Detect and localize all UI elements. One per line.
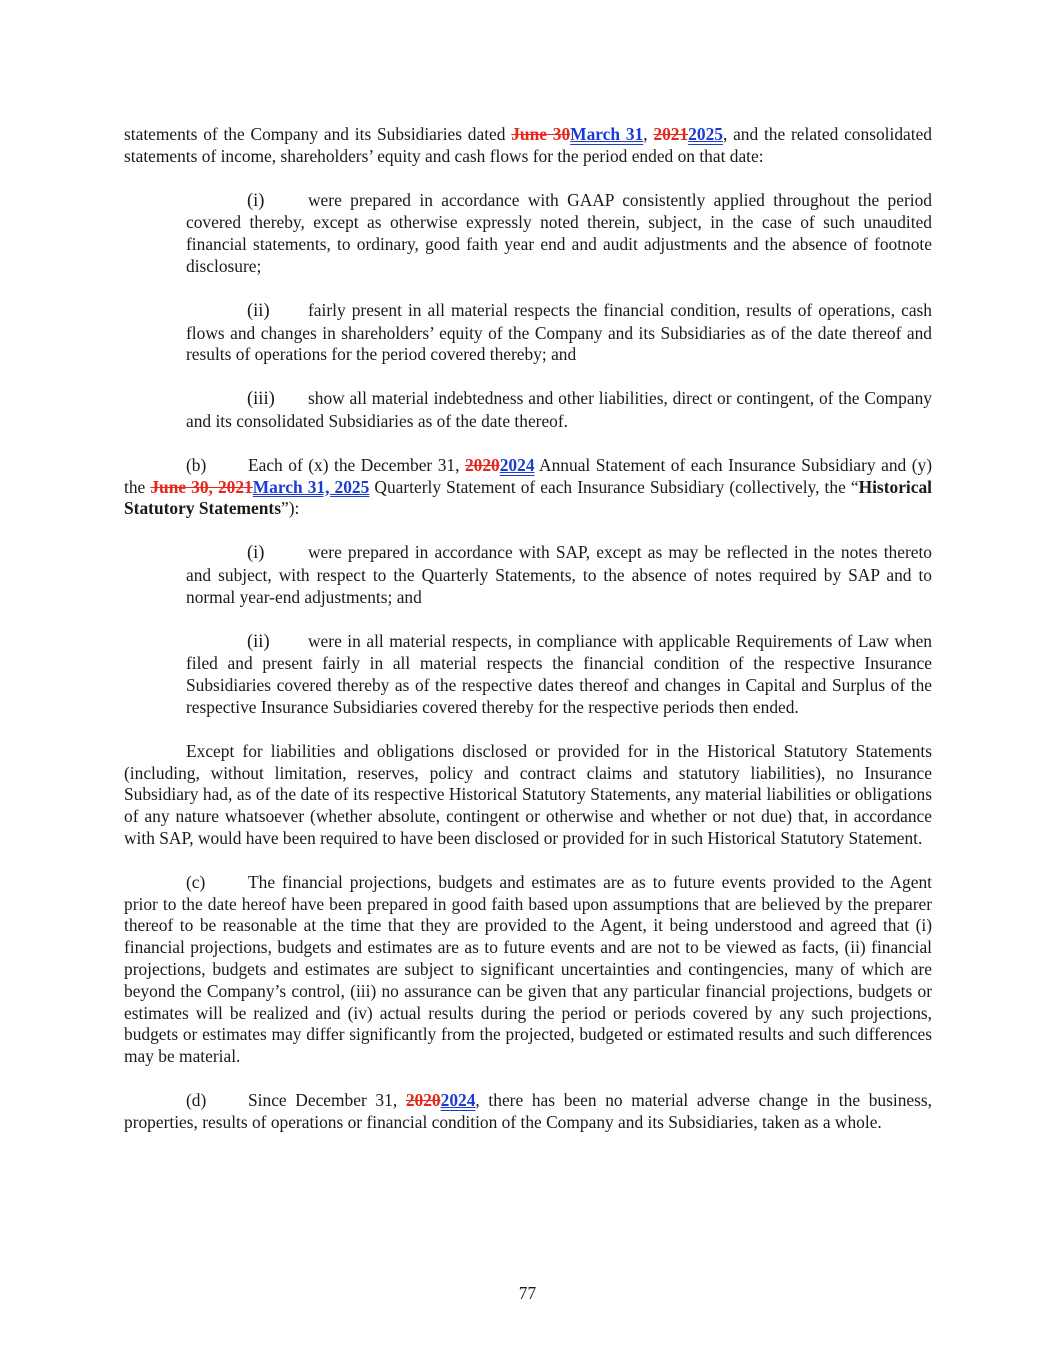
clause-c: (c) The financial projections, budgets and estimates are as to future events provided to the Agent prior to the date hereof have been prepared in good faith based upon assumptions that are believed by the preparer thereof to be reasonable at the time that they are provided to the Agent, it being understood and agreed that (i) financial projections, budgets and estimates are as to future events and are not to be viewed as facts, (ii) financial projections, budgets and estimates are subject to significant uncertainties and contingencies, many of which are beyond the Company’s control, (iii) no assurance can be given that any particular financial projections, budgets or estimates will be realized and (iv) actual results during the period or periods covered by any such projections, budgets or estimates may differ significantly from the projected, budgeted or estimated results and such differences may be material. xyxy=(124,871,932,1067)
inserted-text: 2024 xyxy=(499,454,535,475)
clause-a-iii: (iii) show all material indebtedness and other liabilities, direct or contingent, of the Company and its consolidated Subsidiaries as of the date thereof. xyxy=(186,388,932,431)
deleted-text: June 30, 2021 xyxy=(150,476,253,497)
intro-paragraph: statements of the Company and its Subsidiaries dated June 30March 31, 20212025, and the related consolidated statements of income, shareholders’ equity and cash flows for the period ended on that date: xyxy=(124,124,932,166)
clause-a-ii: (ii) fairly present in all material respects the financial condition, results of operations, cash flows and changes in shareholders’ equity of the Company and its Subsidiaries as of the date thereof and results of operations for the period covered thereby; and xyxy=(186,299,932,365)
clause-b-i: (i) were prepared in accordance with SAP, except as may be reflected in the notes thereto and subject, with respect to the Quarterly Statements, to the absence of notes required by SAP and to normal year-end adjustments; and xyxy=(186,542,932,607)
inserted-text: 2025 xyxy=(688,124,723,144)
document-body xyxy=(124,124,932,1133)
defined-term: Historical Statutory Statements xyxy=(124,476,932,519)
deleted-text: June 30 xyxy=(511,124,571,144)
deleted-text: 2020 xyxy=(405,1089,441,1110)
clause-d: (d) Since December 31, 20202024, there has been no material adverse change in the business, properties, results of operations or financial condition of the Company and its Subsidiaries, taken as a whole. xyxy=(124,1089,932,1132)
clause-a-i: (i) were prepared in accordance with GAAP consistently applied throughout the period covered thereby, except as otherwise expressly noted therein, subject, in the case of such unaudited financial statements, to ordinary, good faith year end and audit adjustments and the absence of footnote disclosure; xyxy=(186,189,932,276)
inserted-text: March 31, 2025 xyxy=(252,476,370,497)
deleted-text: 2021 xyxy=(653,124,689,144)
clause-b-ii: (ii) were in all material respects, in compliance with applicable Requirements of Law when filed and present fairly in all material respects the financial condition of the respective Insurance Subsidiaries covered thereby as of the respective dates thereof and changes in Capital and Surplus of the respective Insurance Subsidiaries covered thereby for the respective periods then ended. xyxy=(186,630,932,717)
page-number: 77 xyxy=(518,1283,537,1303)
clause-b: (b) Each of (x) the December 31, 20202024 Annual Statement of each Insurance Subsidiary and (y) the June 30, 2021March 31, 2025 Quarterly Statement of each Insurance Subsidiary (collectively, the “Historical Statutory Statements”): xyxy=(124,454,932,519)
except-paragraph: Except for liabilities and obligations disclosed or provided for in the Historical Statutory Statements (including, without limitation, reserves, policy and contract claims and statutory liabilities), no Insurance Subsidiary had, as of the date of its respective Historical Statutory Statements, any material liabilities or obligations of any nature whatsoever (whether absolute, contingent or otherwise and whether or not due) that, in accordance with SAP, would have been required to have been disclosed or provided for in such Historical Statutory Statement. xyxy=(124,740,932,848)
deleted-text: 2020 xyxy=(464,454,500,475)
inserted-text: March 31 xyxy=(570,124,644,144)
inserted-text: 2024 xyxy=(440,1089,476,1110)
